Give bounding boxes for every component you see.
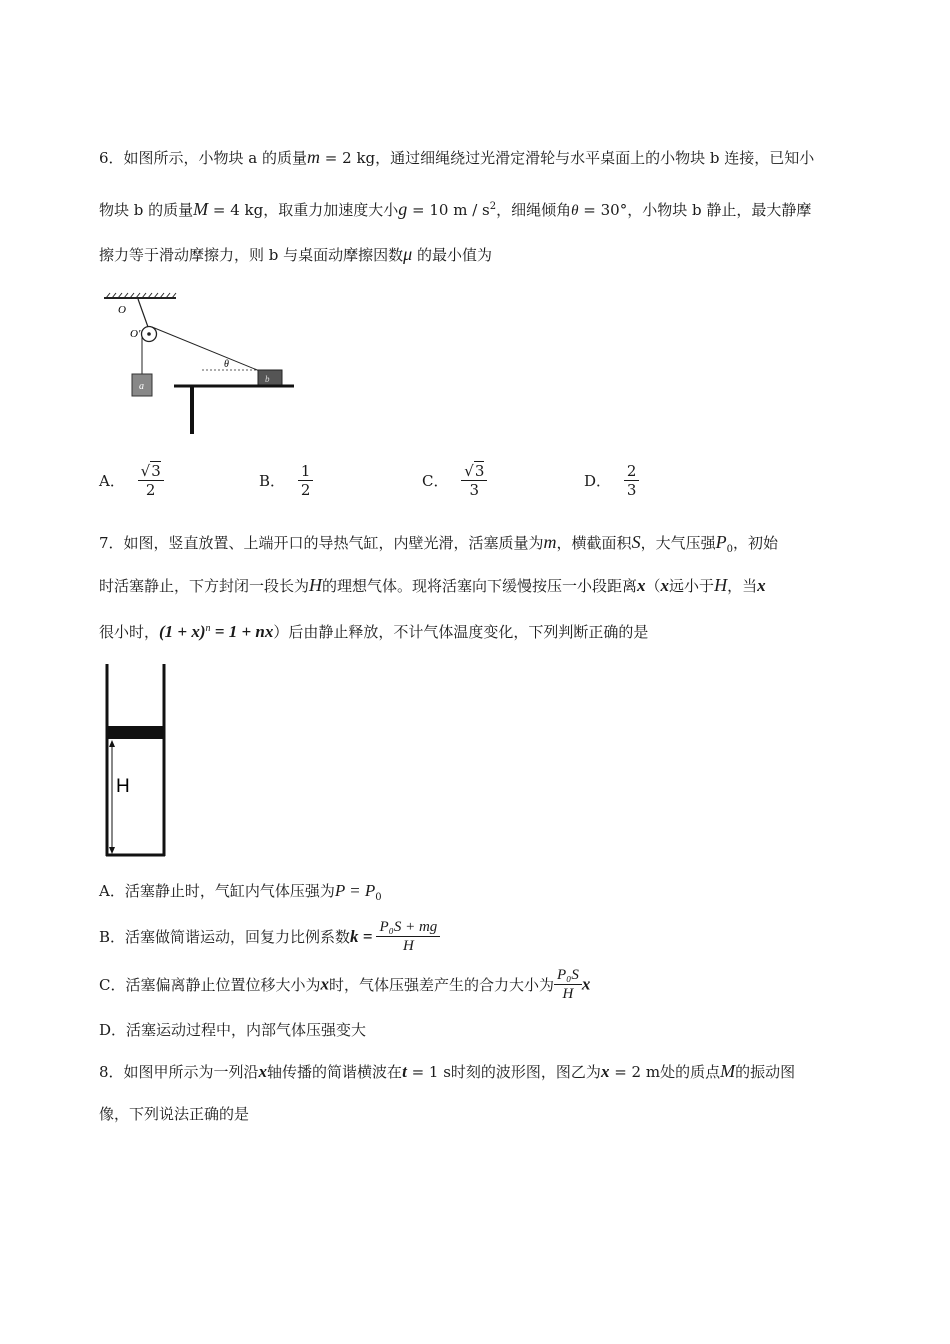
option-label: C． — [422, 472, 449, 490]
q7-line-1 — [99, 531, 778, 561]
option-formula: k = — [350, 926, 373, 946]
q6-text: ，取重力加速度大小 — [263, 201, 399, 219]
q7-text: ，横截面积 — [556, 534, 632, 552]
denominator: 3 — [469, 481, 480, 499]
q6-gravity-exp: 2 — [489, 201, 497, 212]
q7-option-c[interactable] — [99, 966, 590, 1003]
q7-var-m: m — [543, 532, 557, 552]
q8-var-M: M — [720, 1061, 736, 1081]
q6-text: ，细绳倾角 — [496, 201, 572, 219]
q7-var-x: x — [637, 576, 646, 595]
option-formula: P = P — [334, 881, 376, 900]
numerator: 1 — [298, 462, 314, 481]
q7-formula: (1 + x) — [159, 622, 206, 641]
q7-formula-rhs: = 1 + nx — [210, 622, 274, 641]
denominator: 2 — [145, 481, 156, 499]
q6-angle: = 30° — [578, 201, 628, 219]
q7-figure-cylinder — [98, 662, 178, 862]
q6-var-g: g — [398, 199, 408, 219]
q7-text: ）后由静止释放，不计气体温度变化，下列判断正确的是 — [273, 623, 649, 641]
option-formula-sub: 0 — [375, 892, 382, 903]
q7-var-P-sub: 0 — [726, 544, 733, 555]
q8-var-x: x — [600, 1062, 610, 1081]
option-fraction: $\frac{√3}{2}$ — [138, 462, 164, 499]
q6-var-m: m — [307, 147, 321, 167]
q6-text: ，小物块 b 静止，最大静摩 — [627, 201, 812, 219]
label-theta: θ — [224, 359, 229, 370]
q6-text: 6．如图所示，小物块 a 的质量 — [99, 149, 308, 167]
denominator: H — [562, 986, 574, 1002]
q7-formula-exp: n — [205, 623, 211, 634]
q7-var-H: H — [309, 575, 323, 595]
q7-option-b[interactable] — [99, 918, 440, 955]
q6-option-d[interactable] — [584, 462, 639, 499]
q7-text: （ — [645, 577, 661, 595]
denominator: 2 — [300, 481, 311, 499]
option-text: D．活塞运动过程中，内部气体压强变大 — [99, 1021, 367, 1039]
q7-line-2 — [99, 574, 766, 597]
q6-option-c[interactable] — [422, 462, 487, 499]
q6-option-b[interactable] — [259, 462, 313, 499]
q7-text: ，初始 — [732, 534, 778, 552]
q6-option-a[interactable] — [99, 462, 164, 499]
denominator: H — [402, 938, 414, 954]
option-text: B．活塞做简谐运动，回复力比例系数 — [99, 928, 351, 946]
q8-line-2 — [99, 1103, 249, 1125]
q6-line-1 — [99, 146, 814, 169]
q8-line-1 — [99, 1060, 795, 1083]
numerator: 2 — [624, 462, 640, 481]
option-var-x: x — [320, 974, 329, 994]
option-fraction — [298, 462, 314, 499]
q8-text: 轴传播的简谐横波在 — [267, 1063, 403, 1081]
q7-var-x: x — [660, 576, 670, 595]
rope-slanted — [152, 327, 262, 372]
numerator: P₀S + mg — [376, 918, 440, 937]
q6-text: 擦力等于滑动摩擦力，则 b 与桌面动摩擦因数 — [99, 246, 404, 264]
label-O: O — [118, 304, 126, 316]
numerator: 3 — [151, 462, 161, 480]
q6-text: 的最小值为 — [412, 246, 492, 264]
q8-var-t: t — [402, 1062, 407, 1081]
q7-var-P: P — [715, 532, 727, 552]
option-var-x: x — [581, 974, 591, 994]
arrow-head-up — [109, 740, 115, 747]
option-text: C．活塞偏离静止位置位移大小为 — [99, 976, 321, 994]
q6-text: 物块 b 的质量 — [99, 201, 194, 219]
q6-line-2 — [99, 196, 811, 222]
q7-var-H: H — [714, 575, 728, 595]
option-fraction — [554, 966, 582, 1003]
q6-var-M: M — [193, 199, 209, 219]
q7-option-a[interactable] — [99, 880, 382, 909]
numerator: 3 — [474, 462, 485, 480]
q6-mass-a: = 2 kg — [320, 149, 376, 167]
option-label: B． — [259, 472, 286, 490]
label-H: H — [116, 776, 130, 797]
option-text: 时，气体压强差产生的合力大小为 — [328, 976, 554, 994]
q8-var-x: x — [258, 1062, 268, 1081]
denominator: 3 — [626, 481, 637, 499]
option-fraction: $\frac{√3}{3}$ — [461, 462, 487, 499]
q7-text: 时活塞静止，下方封闭一段长为 — [99, 577, 310, 595]
q8-text: 像，下列说法正确的是 — [99, 1105, 250, 1123]
block-b — [258, 370, 282, 385]
q6-figure — [98, 290, 298, 438]
pulley-axle — [147, 332, 151, 336]
q7-text: 很小时， — [99, 623, 160, 641]
q6-text: ，通过细绳绕过光滑定滑轮与水平桌面上的小物块 b 连接，已知小 — [375, 149, 815, 167]
q6-mass-b: = 4 kg — [208, 201, 264, 219]
q8-text: 的振动图 — [735, 1063, 796, 1081]
arrow-head-down — [109, 847, 115, 854]
q7-option-d[interactable] — [99, 1019, 366, 1041]
pulley-rod — [138, 299, 148, 327]
piston — [108, 726, 163, 739]
q8-position: = 2 m — [609, 1063, 661, 1081]
option-label: D． — [584, 472, 612, 490]
q6-line-3 — [99, 243, 492, 266]
q6-var-mu: μ — [403, 244, 413, 264]
label-a: a — [139, 381, 144, 392]
q8-text: 处的质点 — [660, 1063, 721, 1081]
q6-gravity: = 10 m / s — [407, 201, 490, 219]
q7-line-3 — [99, 618, 648, 643]
option-fraction — [376, 918, 440, 955]
q8-text: 时刻的波形图，图乙为 — [450, 1063, 601, 1081]
option-label: A． — [99, 472, 125, 490]
q6-var-theta: θ — [571, 203, 579, 219]
q7-var-x: x — [757, 576, 766, 595]
option-fraction — [624, 462, 640, 499]
q7-var-S: S — [631, 532, 641, 552]
label-O-prime: O' — [130, 328, 141, 340]
q7-text: ，大气压强 — [640, 534, 716, 552]
q7-text: 远小于 — [669, 577, 715, 595]
q7-text: 的理想气体。现将活塞向下缓慢按压一小段距离 — [322, 577, 638, 595]
q8-time: = 1 s — [406, 1063, 451, 1081]
q8-text: 8．如图甲所示为一列沿 — [99, 1063, 259, 1081]
q7-text: ，当 — [727, 577, 758, 595]
numerator: P₀S — [554, 966, 582, 985]
label-b: b — [265, 374, 270, 384]
option-text: A．活塞静止时，气缸内气体压强为 — [99, 882, 335, 900]
q7-text: 7．如图，竖直放置、上端开口的导热气缸，内壁光滑，活塞质量为 — [99, 534, 544, 552]
